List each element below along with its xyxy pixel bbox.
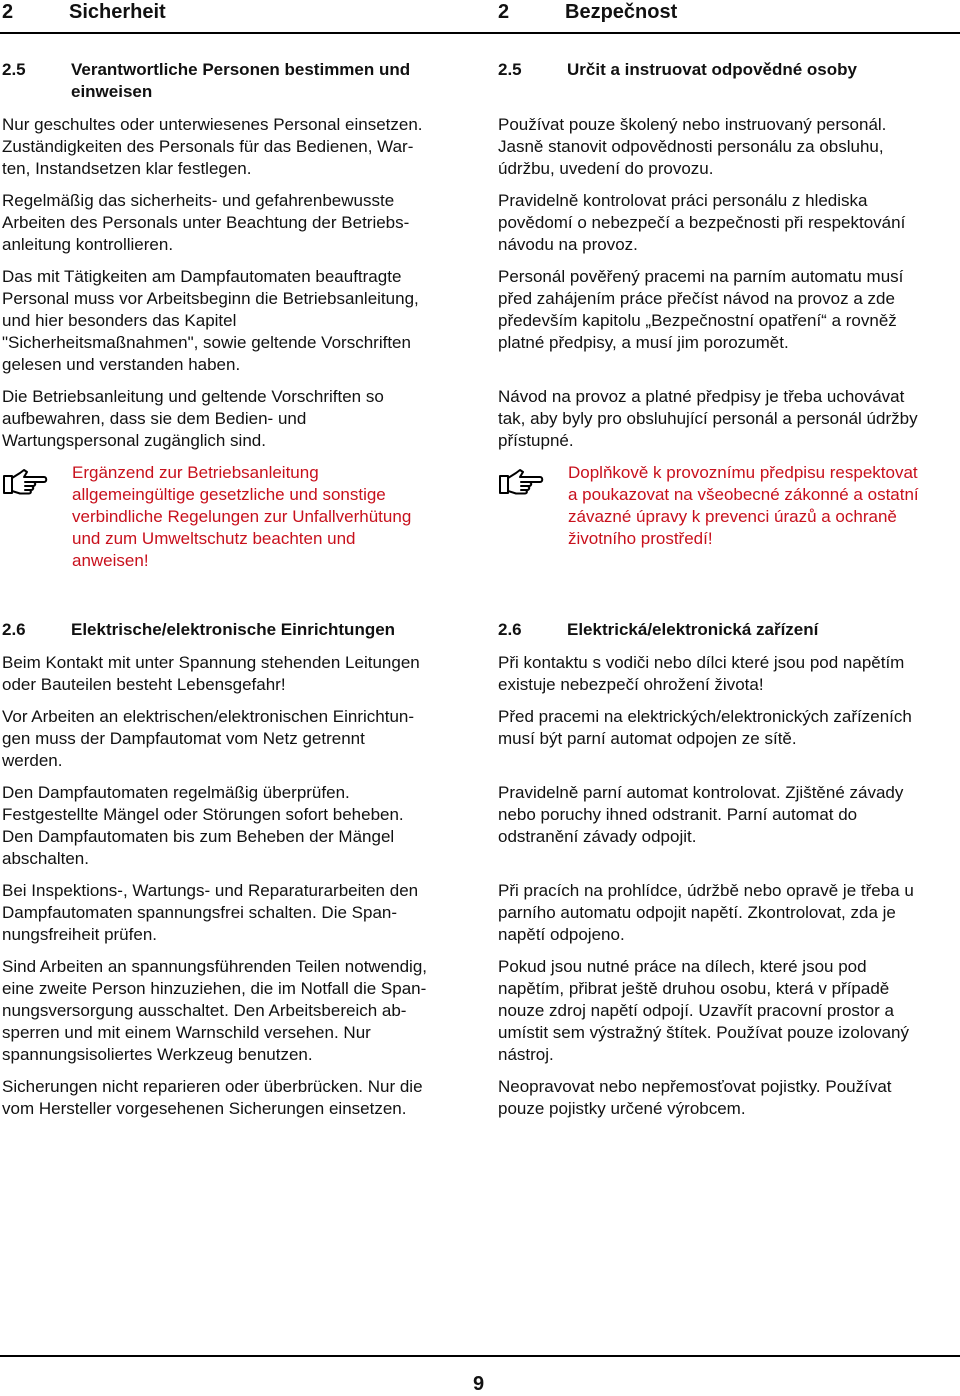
chapter-title: Sicherheit <box>69 1 166 23</box>
paragraph: Das mit Tätigkeiten am Dampfautomaten beauftragte Personal muss vor Arbeitsbeginn die Betriebsanleitung, und hier besonders das Kapitel "Sicherheitsmaßnahmen", sowie geltende Vorschriften gelesen und verstanden haben. <box>2 267 419 374</box>
section-number: 2.5 <box>498 60 522 79</box>
section-title-de-2-6 <box>2 619 462 641</box>
chapter-number: 2 <box>2 1 14 23</box>
section-title-de-2-5 <box>2 59 462 103</box>
header-rule <box>0 32 960 34</box>
chapter-heading-de <box>2 0 166 24</box>
section-title-cz-2-6 <box>498 619 958 641</box>
chapter-number: 2 <box>498 1 510 23</box>
safety-note: Ergänzend zur Betriebsanleitung allgemeingültige gesetzliche und sonstige verbindliche Regelungen zur Unfallverhütung und zum Umweltschutz beachten und anweisen! <box>72 463 412 570</box>
section-number: 2.6 <box>498 620 522 639</box>
paragraph: Die Betriebsanleitung und geltende Vorschriften so aufbewahren, dass sie dem Bedien- und Wartungspersonal zugänglich sind. <box>2 387 384 450</box>
paragraph: Neopravovat nebo nepřemosťovat pojistky. Používat pouze pojistky určené výrobcem. <box>498 1077 892 1118</box>
paragraph: Bei Inspektions-, Wartungs- und Reparaturarbeiten den Dampfautomaten spannungsfrei schalten. Die Span- nungsfreiheit prüfen. <box>2 881 419 944</box>
paragraph: Pravidelně parní automat kontrolovat. Zjištěné závady nebo poruchy ihned odstranit. Parní automat do odstranění závady odpojit. <box>498 783 904 846</box>
section-title-cz-2-5 <box>498 59 958 81</box>
section-title-text: Elektrická/elektronická zařízení <box>567 620 819 639</box>
chapter-heading-cz <box>498 0 677 24</box>
pointing-hand-icon <box>2 466 48 496</box>
paragraph: Sicherungen nicht reparieren oder überbrücken. Nur die vom Hersteller vorgesehenen Sicherungen einsetzen. <box>2 1077 423 1118</box>
paragraph: Při kontaktu s vodiči nebo dílci které jsou pod napětím existuje nebezpečí ohrožení života! <box>498 653 905 694</box>
pointing-hand-icon <box>498 466 544 496</box>
chapter-title: Bezpečnost <box>565 1 678 23</box>
paragraph: Personál pověřený pracemi na parním automatu musí před zahájením práce přečíst návod na provoz a zde především kapitolu „Bezpečnostní opatření“ a rovněž platné předpisy, a musí jim porozumět. <box>498 267 904 352</box>
section-number: 2.6 <box>2 620 26 639</box>
footer-rule <box>0 1355 960 1357</box>
section-number: 2.5 <box>2 60 26 79</box>
paragraph: Vor Arbeiten an elektrischen/elektronischen Einrichtun- gen muss der Dampfautomat vom Netz getrennt werden. <box>2 707 415 770</box>
safety-note: Doplňkově k provoznímu předpisu respektovat a poukazovat na všeobecné zákonné a ostatní závazné úpravy k prevenci úrazů a ochraně životního prostředí! <box>568 463 919 548</box>
paragraph: Nur geschultes oder unterwiesenes Personal einsetzen. Zuständigkeiten des Personals für das Bedienen, War- ten, Instandsetzen klar festlegen. <box>2 115 423 178</box>
paragraph: Před pracemi na elektrických/elektronických zařízeních musí být parní automat odpojen ze sítě. <box>498 707 912 748</box>
paragraph: Regelmäßig das sicherheits- und gefahrenbewusste Arbeiten des Personals unter Beachtung der Betriebs- anleitung kontrollieren. <box>2 191 410 254</box>
paragraph: Sind Arbeiten an spannungsführenden Teilen notwendig, eine zweite Person hinzuziehen, die im Notfall die Span- nungsversorgung ausschaltet. Den Arbeitsbereich ab- sperren und mit einem Warnschild versehen. Nur spannungsisoliertes Werkzeug benutzen. <box>2 957 428 1064</box>
paragraph: Návod na provoz a platné předpisy je třeba uchovávat tak, aby byly pro obsluhující personál a personál údržby přístupné. <box>498 387 918 450</box>
section-title-text: Elektrische/elektronische Einrichtungen <box>71 620 396 639</box>
paragraph: Den Dampfautomaten regelmäßig überprüfen. Festgestellte Mängel oder Störungen sofort beheben. Den Dampfautomaten bis zum Beheben der Mängel abschalten. <box>2 783 404 868</box>
paragraph: Používat pouze školený nebo instruovaný personál. Jasně stanovit odpovědnosti personálu za obsluhu, údržbu, uvedení do provozu. <box>498 115 887 178</box>
paragraph: Pravidelně kontrolovat práci personálu z hlediska povědomí o nebezpečí a bezpečnosti při respektování návodu na provoz. <box>498 191 906 254</box>
paragraph: Pokud jsou nutné práce na dílech, které jsou pod napětím, přibrat ještě druhou osobu, která v případě nouze zdroj napětí odpojí. Uzavřít pracovní prostor a umístit sem výstražný štítek. Používat pouze izolovaný nástroj. <box>498 957 909 1064</box>
page-number-value: 9 <box>473 1373 485 1395</box>
section-title-text: Určit a instruovat odpovědné osoby <box>567 60 857 79</box>
section-title-text: Verantwortliche Personen bestimmen und einweisen <box>71 60 411 101</box>
paragraph: Při pracích na prohlídce, údržbě nebo opravě je třeba u parního automatu odpojit napětí. Zkontrolovat, zda je napětí odpojeno. <box>498 881 914 944</box>
paragraph: Beim Kontakt mit unter Spannung stehenden Leitungen oder Bauteilen besteht Lebensgefahr! <box>2 653 420 694</box>
